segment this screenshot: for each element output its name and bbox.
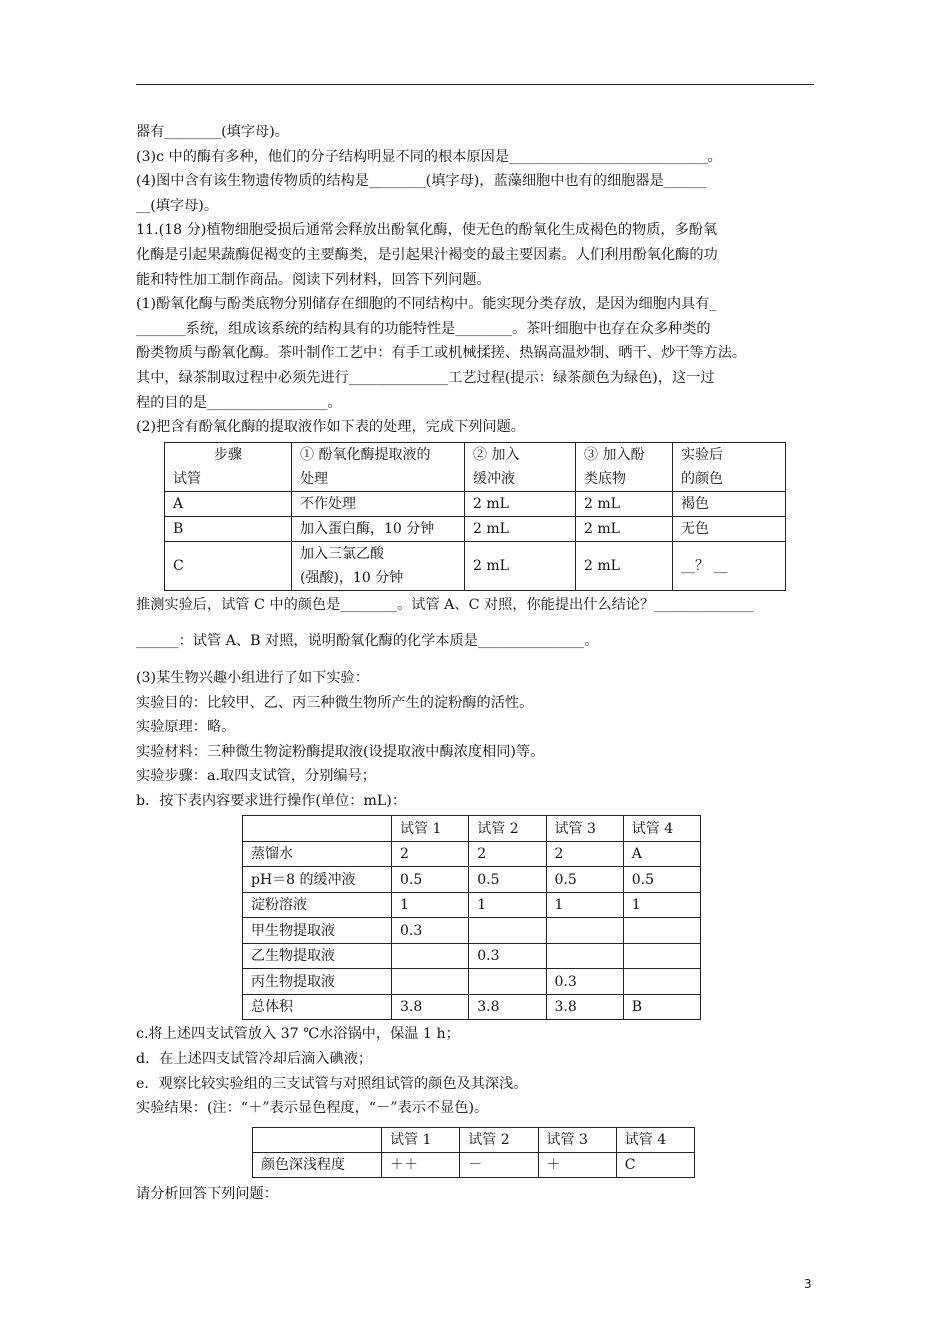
table-cell: 总体积 xyxy=(243,994,392,1020)
table-cell: 0.5 xyxy=(392,867,469,893)
text-line: e．观察比较实验组的三支试管与对照组试管的颜色及其深浅。 xyxy=(136,1075,528,1092)
table-cell: ＋＋ xyxy=(382,1152,460,1177)
table-cell: B xyxy=(165,516,292,541)
text-line: d．在上述四支试管冷却后滴入碘液； xyxy=(136,1051,373,1068)
table-cell: 甲生物提取液 xyxy=(243,918,392,944)
amylase-procedure-table xyxy=(242,815,701,1020)
table-header-cell: 试管 4 xyxy=(623,816,700,842)
table-cell: C xyxy=(165,541,292,590)
table-cell: 0.5 xyxy=(623,867,700,893)
text-line: 器有________(填字母)。 xyxy=(136,124,289,140)
table-cell xyxy=(623,969,700,995)
text-line: (1)酚氧化酶与酚类底物分别储存在细胞的不同结构中。能实现分类存放，是因为细胞内具有_ xyxy=(136,296,717,313)
table-cell: 1 xyxy=(623,892,700,918)
table-row xyxy=(243,892,701,918)
page-content xyxy=(136,120,816,1206)
table-cell: 1 xyxy=(469,892,546,918)
text-line: 实验原理：略。 xyxy=(136,719,236,736)
header-rule xyxy=(136,84,814,85)
text-line: 程的目的是_________________。 xyxy=(136,394,342,411)
table-cell: 淀粉溶液 xyxy=(243,892,392,918)
table-row xyxy=(165,442,786,491)
text-line: 其中，绿茶制取过程中必须先进行______________工艺过程(提示：绿茶颜色为绿色)，这一过 xyxy=(136,369,715,386)
table-cell: 2 xyxy=(546,841,623,867)
table-cell: 2 mL xyxy=(576,541,673,590)
text-line: _______系统，组成该系统的结构具有的功能特性是________。茶叶细胞中也存在众多种类的 xyxy=(136,320,711,337)
table-row xyxy=(253,1127,695,1152)
header-step: 步骤 xyxy=(214,446,242,463)
header-text: 实验后 xyxy=(681,446,723,463)
text-line: 化酶是引起果蔬酶促褐变的主要酶类，是引起果汁褐变的最主要因素。人们利用酚氧化酶的功 xyxy=(136,246,718,263)
text-line: (3)某生物兴趣小组进行了如下实验： xyxy=(136,669,369,686)
table-cell: 2 mL xyxy=(465,516,576,541)
header-text: 的颜色 xyxy=(681,470,723,487)
text-line: ______：试管 A、B 对照，说明酚氧化酶的化学本质是_______________。 xyxy=(136,633,599,650)
text-line: (2)把含有酚氧化酶的提取液作如下表的处理，完成下列问题。 xyxy=(136,419,525,436)
table-row xyxy=(253,1152,695,1177)
enzyme-treatment-table xyxy=(164,442,786,591)
table-header-cell: 试管 3 xyxy=(546,816,623,842)
table-cell: B xyxy=(623,994,700,1020)
table-cell: 3.8 xyxy=(469,994,546,1020)
table-cell: A xyxy=(623,841,700,867)
header-text: ③ 加入酚 xyxy=(584,446,645,463)
table-header-cell xyxy=(253,1127,382,1152)
table-header-cell: 试管 3 xyxy=(538,1127,616,1152)
table-cell: 颜色深浅程度 xyxy=(253,1152,382,1177)
text-line: c.将上述四支试管放入 37 ℃水浴锅中，保温 1 h； xyxy=(136,1026,460,1043)
table-cell: 丙生物提取液 xyxy=(243,969,392,995)
table-cell: 1 xyxy=(392,892,469,918)
cell-text: (强酸)，10 分钟 xyxy=(300,569,404,586)
table-cell: 0.5 xyxy=(469,867,546,893)
table-cell xyxy=(546,918,623,944)
table-header-cell xyxy=(243,816,392,842)
header-text: 类底物 xyxy=(584,470,626,487)
text-line: 酚类物质与酚氧化酶。茶叶制作工艺中：有手工或机械揉搓、热锅高温炒制、晒干、炒干等方法。 xyxy=(136,345,747,362)
table-cell: 0.3 xyxy=(392,918,469,944)
table-row xyxy=(243,816,701,842)
table-header-cell xyxy=(673,442,786,491)
table-header-cell xyxy=(465,442,576,491)
table-cell xyxy=(469,918,546,944)
table-cell: pH＝8 的缓冲液 xyxy=(243,867,392,893)
table-row xyxy=(165,541,786,590)
question-11-line: 11.(18 分)植物细胞受损后通常会释放出酚氧化酶，使无色的酚氧化生成褐色的物质，多酚氧 xyxy=(136,222,718,239)
table-header-cell: 试管 2 xyxy=(460,1127,538,1152)
table-header-cell: 试管 2 xyxy=(469,816,546,842)
table-cell: 不作处理 xyxy=(292,491,465,516)
table-cell: 褐色 xyxy=(673,491,786,516)
table-row xyxy=(243,841,701,867)
table-cell: 0.3 xyxy=(469,943,546,969)
table-cell: 2 xyxy=(469,841,546,867)
table-header-cell: 试管 4 xyxy=(616,1127,694,1152)
text-line: b．按下表内容要求进行操作(单位：mL)： xyxy=(136,792,407,809)
header-text: ② 加入 xyxy=(473,446,520,463)
table-header-cell: 试管 1 xyxy=(382,1127,460,1152)
text-line: (4)图中含有该生物遗传物质的结构是________(填字母)，蓝藻细胞中也有的细胞器是______ xyxy=(136,173,707,190)
table-header-cell: 试管 1 xyxy=(392,816,469,842)
answer-blank-cell: __？ __ xyxy=(673,541,786,590)
color-result-table xyxy=(252,1127,695,1178)
table-cell: C xyxy=(616,1152,694,1177)
text-line: 实验结果：(注：“＋”表示显色程度，“－”表示不显色)。 xyxy=(136,1100,489,1117)
table-row xyxy=(243,867,701,893)
table-cell xyxy=(623,918,700,944)
table-cell: 2 xyxy=(392,841,469,867)
table-row xyxy=(243,918,701,944)
text-line: 能和特性加工制作商品。阅读下列材料，回答下列问题。 xyxy=(136,271,491,288)
text-line: (3)c 中的酶有多种，他们的分子结构明显不同的根本原因是____________________________。 xyxy=(136,148,722,165)
table-cell: 3.8 xyxy=(546,994,623,1020)
table-cell xyxy=(623,943,700,969)
table-header-cell xyxy=(292,442,465,491)
table-cell: 2 mL xyxy=(576,491,673,516)
table-header-cell xyxy=(576,442,673,491)
table-row xyxy=(165,491,786,516)
table-row xyxy=(243,943,701,969)
header-tube: 试管 xyxy=(173,470,201,487)
table-row xyxy=(165,516,786,541)
text-line: __(填字母)。 xyxy=(136,197,219,214)
page-number: 3 xyxy=(804,1277,812,1291)
table-cell: ＋ xyxy=(538,1152,616,1177)
text-line: 推测实验后，试管 C 中的颜色是________。试管 A、C 对照，你能提出什么结论？______________ xyxy=(136,596,754,613)
header-text: 处理 xyxy=(300,470,328,487)
table-cell: A xyxy=(165,491,292,516)
table-cell: 0.5 xyxy=(546,867,623,893)
table-row xyxy=(243,994,701,1020)
text-line: 请分析回答下列问题： xyxy=(136,1185,278,1202)
text-line: 实验材料：三种微生物淀粉酶提取液(设提取液中酶浓度相同)等。 xyxy=(136,743,545,760)
table-cell: 2 mL xyxy=(576,516,673,541)
text-line: 实验步骤：a.取四支试管，分别编号； xyxy=(136,768,376,785)
table-cell: 加入蛋白酶，10 分钟 xyxy=(292,516,465,541)
text-line: 实验目的：比较甲、乙、丙三种微生物所产生的淀粉酶的活性。 xyxy=(136,694,534,711)
table-cell: 蒸馏水 xyxy=(243,841,392,867)
header-text: ① 酚氧化酶提取液的 xyxy=(300,446,431,463)
table-row xyxy=(243,969,701,995)
table-cell xyxy=(292,541,465,590)
table-cell xyxy=(392,969,469,995)
table-cell: － xyxy=(460,1152,538,1177)
table-cell: 乙生物提取液 xyxy=(243,943,392,969)
table-cell: 1 xyxy=(546,892,623,918)
table-header-cell xyxy=(165,442,292,491)
table-cell: 0.3 xyxy=(546,969,623,995)
header-text: 缓冲液 xyxy=(473,470,515,487)
table-cell: 3.8 xyxy=(392,994,469,1020)
table-cell: 2 mL xyxy=(465,491,576,516)
table-cell: 无色 xyxy=(673,516,786,541)
cell-text: 加入三氯乙酸 xyxy=(300,545,384,562)
table-cell xyxy=(469,969,546,995)
table-cell: 2 mL xyxy=(465,541,576,590)
table-cell xyxy=(392,943,469,969)
table-cell xyxy=(546,943,623,969)
